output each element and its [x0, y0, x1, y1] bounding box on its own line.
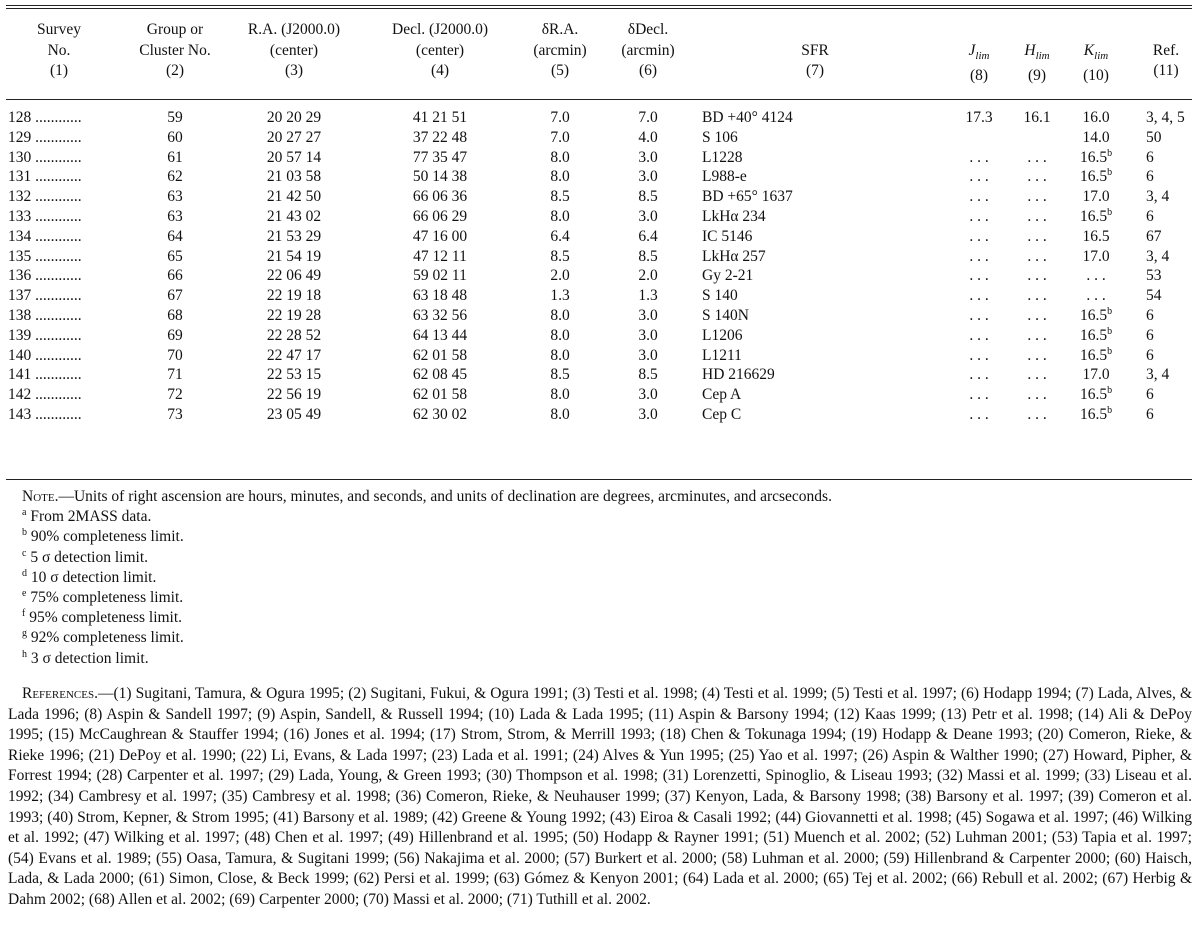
dra-cell: 6.4: [550, 227, 570, 245]
footnote-text: 95% completeness limit.: [29, 609, 183, 627]
ra-cell: 23 05 49: [266, 405, 322, 423]
survey-cell: 136 ............: [8, 267, 82, 285]
survey-cell: 139 ............: [8, 326, 82, 344]
table-row: [0, 227, 1200, 247]
note-line: Note.—Units of right ascension are hours, minutes, and seconds, and units of declination are degrees, arcminutes, and arcseconds.: [22, 488, 832, 505]
table-row: [0, 187, 1200, 207]
ra-cell: 22 19 18: [266, 287, 322, 305]
ddec-cell: 8.5: [638, 366, 658, 384]
klim-value: . . .: [1086, 267, 1106, 285]
klim-value: 16.5: [1079, 346, 1108, 364]
hlim-cell: . . .: [1027, 386, 1047, 404]
header-jlim: $J_{lim}$ (8): [968, 41, 990, 85]
header-group: Group or Cluster No. (2): [139, 21, 211, 79]
klim-cell: [1070, 148, 1122, 168]
dec-cell: 50 14 38: [412, 168, 468, 186]
footnote-mark: b: [1107, 345, 1113, 357]
hlim-cell: . . .: [1027, 168, 1047, 186]
footnote-text: 10 σ detection limit.: [30, 568, 157, 586]
header-hlim: $H_{lim}$ (9): [1024, 41, 1050, 85]
footnote-mark: f: [22, 608, 26, 620]
jlim-cell: . . .: [969, 227, 989, 245]
footnote-list: [22, 507, 1192, 669]
klim-value: 14.0: [1082, 128, 1110, 146]
footnote: [22, 649, 1192, 669]
ref-cell: 6: [1146, 346, 1154, 364]
group-cell: 63: [167, 207, 183, 225]
klim-value: 17.0: [1082, 366, 1110, 384]
ddec-cell: 3.0: [638, 326, 658, 344]
klim-cell: [1070, 266, 1122, 286]
ra-cell: 22 53 15: [266, 366, 322, 384]
jlim-cell: . . .: [969, 148, 989, 166]
klim-value: 16.5: [1079, 306, 1108, 324]
ref-cell: 3, 4: [1146, 247, 1170, 265]
sfr-cell: Cep A: [702, 386, 742, 404]
footnote-mark: g: [22, 628, 27, 640]
group-cell: 69: [167, 326, 183, 344]
hlim-cell: . . .: [1027, 346, 1047, 364]
ddec-cell: 8.5: [638, 188, 658, 206]
dra-cell: 1.3: [550, 287, 570, 305]
group-cell: 60: [167, 128, 183, 146]
table-row: [0, 365, 1200, 385]
klim-cell: [1070, 365, 1122, 385]
sfr-cell: Cep C: [702, 405, 742, 423]
table-row: [0, 385, 1200, 405]
ddec-cell: 2.0: [638, 267, 658, 285]
klim-cell: [1070, 405, 1122, 425]
ref-cell: 3, 4: [1146, 366, 1170, 384]
table-row: [0, 286, 1200, 306]
ddec-cell: 3.0: [638, 306, 658, 324]
table-row: [0, 266, 1200, 286]
header-klim: $K_{lim}$ (10): [1083, 41, 1109, 85]
ref-cell: 67: [1146, 227, 1162, 245]
ra-cell: 21 54 19: [266, 247, 322, 265]
table-row: [0, 167, 1200, 187]
table-row: [0, 247, 1200, 267]
dec-cell: 63 18 48: [412, 287, 468, 305]
ra-cell: 22 56 19: [266, 386, 322, 404]
hlim-cell: . . .: [1027, 188, 1047, 206]
table-body: [0, 108, 1200, 425]
jlim-cell: . . .: [969, 168, 989, 186]
dra-cell: 8.0: [550, 405, 570, 423]
survey-cell: 137 ............: [8, 287, 82, 305]
sfr-cell: LkHα 234: [702, 207, 766, 225]
sfr-cell: S 140N: [702, 306, 749, 324]
ra-cell: 22 06 49: [266, 267, 322, 285]
survey-cell: 132 ............: [8, 188, 82, 206]
survey-cell: 134 ............: [8, 227, 82, 245]
klim-value: 17.0: [1082, 188, 1110, 206]
group-cell: 66: [167, 267, 183, 285]
hlim-cell: . . .: [1027, 326, 1047, 344]
group-cell: 63: [167, 188, 183, 206]
dra-cell: 8.0: [550, 326, 570, 344]
jlim-cell: . . .: [969, 207, 989, 225]
footnote-mark: b: [1107, 385, 1113, 396]
table-row: [0, 108, 1200, 128]
bottom-rule: [6, 479, 1192, 480]
footnote-mark: a: [22, 507, 27, 519]
hlim-cell: . . .: [1027, 148, 1047, 166]
ref-cell: 6: [1146, 148, 1154, 166]
ra-cell: 22 19 28: [266, 306, 322, 324]
survey-cell: 140 ............: [8, 346, 82, 364]
ddec-cell: 7.0: [638, 109, 658, 126]
dec-cell: 66 06 29: [412, 207, 468, 225]
hlim-cell: . . .: [1027, 287, 1047, 305]
klim-cell: [1070, 346, 1122, 366]
table-row: [0, 128, 1200, 148]
footnote: [22, 507, 1192, 527]
dec-cell: 62 08 45: [412, 366, 468, 384]
dec-cell: 62 01 58: [412, 386, 468, 404]
hlim-cell: . . .: [1027, 267, 1047, 285]
ref-cell: 6: [1146, 168, 1154, 186]
ref-cell: 3, 4, 5: [1146, 109, 1185, 126]
klim-value: 17.0: [1082, 247, 1110, 265]
ra-cell: 22 47 17: [266, 346, 322, 364]
table-notes: [22, 487, 1192, 669]
ddec-cell: 6.4: [638, 227, 658, 245]
table-row: [0, 346, 1200, 366]
dra-cell: 7.0: [550, 109, 570, 126]
dra-cell: 8.0: [550, 148, 570, 166]
dra-cell: 8.0: [550, 306, 570, 324]
klim-value: 16.5: [1079, 148, 1108, 166]
header-sfr: SFR (7): [801, 41, 829, 79]
header-ddec: δDecl. (arcmin) (6): [621, 21, 675, 79]
ra-cell: 20 20 29: [266, 109, 322, 126]
dec-cell: 66 06 36: [412, 188, 468, 206]
survey-cell: 130 ............: [8, 148, 82, 166]
survey-cell: 128 ............: [8, 109, 82, 126]
ref-cell: 6: [1146, 207, 1154, 225]
klim-value: 16.5: [1079, 386, 1108, 404]
header-dra: δR.A. (arcmin) (5): [533, 21, 587, 79]
sfr-cell: L1206: [702, 326, 743, 344]
hlim-cell: . . .: [1027, 405, 1047, 423]
group-cell: 64: [167, 227, 183, 245]
footnote-text: 90% completeness limit.: [30, 528, 184, 546]
klim-cell: [1070, 227, 1122, 247]
group-cell: 73: [167, 405, 183, 423]
jlim-cell: . . .: [969, 188, 989, 206]
ra-cell: 21 53 29: [266, 227, 322, 245]
ra-cell: 20 57 14: [266, 148, 322, 166]
jlim-cell: . . .: [969, 346, 989, 364]
footnote: [22, 628, 1192, 648]
header-ra: R.A. (J2000.0) (center) (3): [247, 21, 341, 79]
footnote-text: 75% completeness limit.: [30, 589, 184, 607]
ref-cell: 6: [1146, 405, 1154, 423]
ref-cell: 50: [1146, 128, 1162, 146]
dec-cell: 62 01 58: [412, 346, 468, 364]
dec-cell: 64 13 44: [412, 326, 468, 344]
group-cell: 72: [167, 386, 183, 404]
references: References.—(1) Sugitani, Tamura, & Ogura 1995; (2) Sugitani, Fukui, & Ogura 1991; (3) Testi et al. 1998; (4) Testi et al. 1999; (5) Testi et al. 1997; (6) Hodapp 1994; (7) Lada, Alves, & Lada 1996; (8) Aspin & Sandell 1997; (9) Aspin, Sandell, & Russell 1994; (10) Lada & Lada 1995; (11) Aspin & Barsony 1994; (12) Kaas 1999; (13) Petr et al. 1998; (14) Ali & DePoy 1995; (15) McCaughrean & Stauffer 1994; (16) Jones et al. 1994; (17) Strom, Strom, & Merrill 1993; (18) Chen & Tokunaga 1994; (19) Hodapp & Deane 1993; (20) Comeron, Rieke, & Rieke 1996; (21) DePoy et al. 1990; (22) Li, Evans, & Lada 1997; (23) Lada et al. 1991; (24) Alves & Yun 1995; (25) Yao et al. 1997; (26) Aspin & Walther 1990; (27) Howard, Pipher, & Forrest 1994; (28) Carpenter et al. 1997; (29) Lada, Young, & Green 1993; (30) Thompson et al. 1998; (31) Lorenzetti, Spinoglio, & Liseau 1993; (32) Massi et al. 1999; (33) Liseau et al. 1992; (34) Cambresy et al. 1997; (35) Cambresy et al. 1998; (36) Comeron, Rieke, & Neuhauser 1999; (37) Kenyon, Lada, & Barsony 1998; (38) Barsony et al. 1997; (39) Comeron et al. 1993; (40) Strom, Kepner, & Strom 1995; (41) Barsony et al. 1989; (42) Greene & Young 1992; (43) Eiroa & Casali 1992; (44) Giovannetti et al. 1998; (45) Sogawa et al. 1997; (46) Wilking et al. 1992; (47) Wilking et al. 1997; (48) Chen et al. 1997; (49) Hillenbrand et al. 1995; (50) Hodapp & Rayner 1991; (51) Muench et al. 2002; (52) Luhman 2001; (53) Tapia et al. 1997; (54) Evans et al. 1989; (55) Oasa, Tamura, & Sugitani 1999; (56) Nakajima et al. 2000; (57) Burkert et al. 2000; (58) Luhman et al. 2000; (59) Hillenbrand & Carpenter 2000; (60) Haisch, Lada, & Lada 2000; (61) Simon, Close, & Beck 1999; (62) Persi et al. 1999; (63) Gómez & Kenyon 2001; (64) Lada et al. 2000; (65) Tej et al. 2002; (66) Rebull et al. 2002; (67) Herbig & Dahm 2002; (68) Allen et al. 2002; (69) Carpenter 2000; (70) Massi et al. 2000; (71) Tuthill et al. 2002.: [8, 685, 1192, 908]
header-dec: Decl. (J2000.0) (center) (4): [392, 21, 488, 79]
ref-cell: 6: [1146, 386, 1154, 404]
klim-cell: [1070, 187, 1122, 207]
klim-value: . . .: [1086, 287, 1106, 305]
hlim-cell: . . .: [1027, 247, 1047, 265]
dra-cell: 8.0: [550, 168, 570, 186]
survey-cell: 143 ............: [8, 405, 82, 423]
header-rule: [6, 99, 1192, 100]
group-cell: 70: [167, 346, 183, 364]
jlim-cell: 17.3: [965, 109, 993, 126]
ref-cell: 54: [1146, 287, 1162, 305]
footnote-text: 5 σ detection limit.: [30, 548, 149, 566]
top-rule: [6, 5, 1192, 6]
klim-value: 16.5: [1079, 326, 1108, 344]
sfr-cell: Gy 2-21: [702, 267, 754, 285]
sfr-cell: LkHα 257: [702, 247, 766, 265]
survey-cell: 142 ............: [8, 386, 82, 404]
ra-cell: 21 03 58: [266, 168, 322, 186]
dra-cell: 8.5: [550, 188, 570, 206]
footnote-text: From 2MASS data.: [30, 508, 152, 526]
footnote-mark: h: [22, 648, 27, 660]
sfr-cell: IC 5146: [702, 227, 753, 245]
klim-value: 16.5: [1079, 168, 1108, 186]
footnote-mark: c: [22, 547, 27, 559]
ddec-cell: 3.0: [638, 168, 658, 186]
ra-cell: 21 43 02: [266, 207, 322, 225]
jlim-cell: . . .: [969, 267, 989, 285]
jlim-cell: . . .: [969, 306, 989, 324]
footnote: [22, 527, 1192, 547]
footnote-mark: b: [1107, 167, 1113, 179]
sfr-cell: BD +65° 1637: [702, 188, 793, 206]
hlim-cell: . . .: [1027, 366, 1047, 384]
footnote-mark: d: [22, 567, 27, 579]
ddec-cell: 3.0: [638, 148, 658, 166]
sfr-cell: S 140: [702, 287, 738, 305]
footnote-mark: b: [1107, 325, 1113, 337]
klim-cell: [1070, 326, 1122, 346]
ref-cell: 53: [1146, 267, 1162, 285]
klim-value: 16.0: [1082, 109, 1110, 126]
hlim-cell: . . .: [1027, 227, 1047, 245]
ddec-cell: 3.0: [638, 386, 658, 404]
table-row: [0, 207, 1200, 227]
klim-cell: [1070, 286, 1122, 306]
klim-cell: [1070, 128, 1122, 148]
footnote: [22, 548, 1192, 568]
group-cell: 61: [167, 148, 183, 166]
ref-cell: 6: [1146, 326, 1154, 344]
jlim-cell: . . .: [969, 247, 989, 265]
dec-cell: 62 30 02: [412, 405, 468, 423]
hlim-cell: 16.1: [1023, 109, 1051, 126]
hlim-cell: . . .: [1027, 207, 1047, 225]
footnote-text: 3 σ detection limit.: [30, 649, 149, 667]
group-cell: 59: [167, 109, 183, 126]
dec-cell: 63 32 56: [412, 306, 468, 324]
sfr-cell: L988-e: [702, 168, 747, 186]
group-cell: 71: [167, 366, 183, 384]
klim-cell: [1070, 385, 1122, 405]
klim-cell: [1070, 306, 1122, 326]
group-cell: 67: [167, 287, 183, 305]
dra-cell: 8.5: [550, 366, 570, 384]
sfr-cell: S 106: [702, 128, 738, 146]
footnote-text: 92% completeness limit.: [30, 629, 184, 647]
table-row: [0, 405, 1200, 425]
ra-cell: 20 27 27: [266, 128, 322, 146]
dec-cell: 47 16 00: [412, 227, 468, 245]
jlim-cell: . . .: [969, 326, 989, 344]
hlim-cell: . . .: [1027, 306, 1047, 324]
ddec-cell: 3.0: [638, 405, 658, 423]
survey-cell: 141 ............: [8, 366, 82, 384]
footnote-mark: b: [1107, 404, 1113, 416]
ra-cell: 22 28 52: [266, 326, 322, 344]
jlim-cell: . . .: [969, 366, 989, 384]
dec-cell: 59 02 11: [413, 267, 467, 285]
footnote-mark: b: [1107, 305, 1113, 317]
dra-cell: 8.5: [550, 247, 570, 265]
dra-cell: 2.0: [550, 267, 570, 285]
klim-value: 16.5: [1082, 227, 1110, 245]
header-ref: Ref. (11): [1152, 41, 1180, 79]
survey-cell: 133 ............: [8, 207, 82, 225]
dec-cell: 41 21 51: [412, 109, 468, 126]
table-row: [0, 326, 1200, 346]
dra-cell: 8.0: [550, 346, 570, 364]
klim-value: 16.5: [1079, 405, 1108, 423]
footnote: [22, 568, 1192, 588]
jlim-cell: . . .: [969, 386, 989, 404]
sfr-cell: L1228: [702, 148, 743, 166]
ddec-cell: 3.0: [638, 346, 658, 364]
footnote-mark: b: [1107, 206, 1113, 218]
ddec-cell: 4.0: [638, 128, 658, 146]
dec-cell: 37 22 48: [412, 128, 468, 146]
klim-cell: [1070, 207, 1122, 227]
ddec-cell: 1.3: [638, 287, 658, 305]
ddec-cell: 3.0: [638, 207, 658, 225]
klim-value: 16.5: [1079, 207, 1108, 225]
survey-cell: 129 ............: [8, 128, 82, 146]
dec-cell: 77 35 47: [412, 148, 468, 166]
sfr-cell: BD +40° 4124: [702, 109, 793, 126]
ref-cell: 3, 4: [1146, 188, 1170, 206]
table-row: [0, 306, 1200, 326]
jlim-cell: . . .: [969, 405, 989, 423]
footnote: [22, 608, 1192, 628]
klim-cell: [1070, 247, 1122, 267]
footnote-mark: b: [22, 527, 27, 539]
sfr-cell: L1211: [702, 346, 742, 364]
dra-cell: 8.0: [550, 386, 570, 404]
dra-cell: 7.0: [550, 128, 570, 146]
dec-cell: 47 12 11: [413, 247, 467, 265]
survey-cell: 135 ............: [8, 247, 82, 265]
klim-cell: [1070, 167, 1122, 187]
jlim-cell: . . .: [969, 287, 989, 305]
sfr-cell: HD 216629: [702, 366, 775, 384]
header-survey: Survey No. (1): [37, 21, 81, 79]
footnote-mark: e: [22, 587, 27, 599]
footnote: [22, 588, 1192, 608]
survey-cell: 138 ............: [8, 306, 82, 324]
ra-cell: 21 42 50: [266, 188, 322, 206]
footnote-mark: b: [1107, 147, 1113, 159]
survey-cell: 131 ............: [8, 168, 82, 186]
ref-cell: 6: [1146, 306, 1154, 324]
group-cell: 62: [167, 168, 183, 186]
group-cell: 65: [167, 247, 183, 265]
ddec-cell: 8.5: [638, 247, 658, 265]
group-cell: 68: [167, 306, 183, 324]
klim-cell: [1070, 108, 1122, 128]
table-row: [0, 148, 1200, 168]
dra-cell: 8.0: [550, 207, 570, 225]
top-rule-double: [6, 8, 1192, 9]
